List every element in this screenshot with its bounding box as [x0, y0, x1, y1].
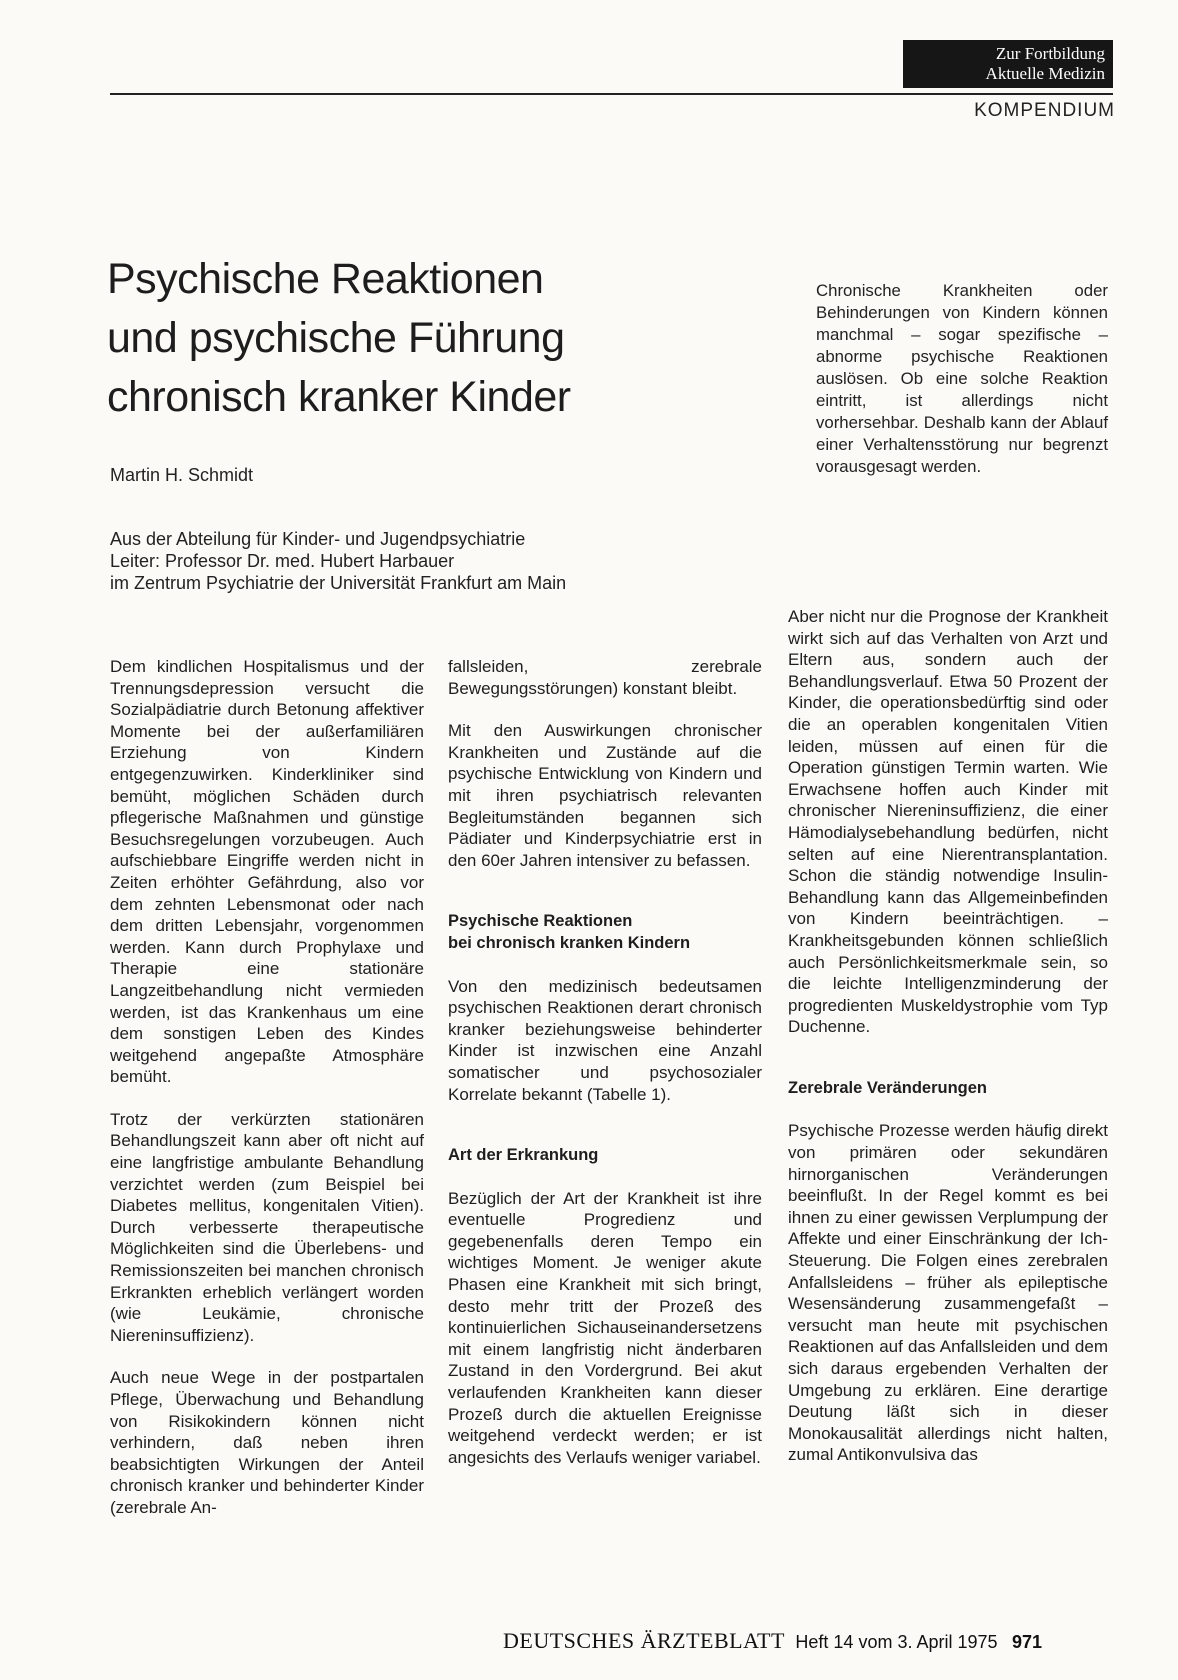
- title-line-2: und psychische Führung: [107, 314, 565, 362]
- section-heading: Art der Erkrankung: [448, 1146, 599, 1165]
- badge-line-1: Zur Fortbildung: [995, 44, 1105, 63]
- paragraph: Mit den Auswirkungen chronischer Krankheiten und Zustände auf die psychische Entwicklung von Kindern und mit ihren psychiatrisch relevanten Begleitumständen begannen sich Pädiater und Kinderpsychiatrie erst in den 60er Jahren intensiver zu befassen.: [448, 721, 762, 870]
- paragraph: Auch neue Wege in der postpartalen Pflege, Überwachung und Behandlung von Risikokindern können nicht verhindern, daß neben ihren beabsichtigten Wirkungen der Anteil chronisch kranker und behinderter Kinder (zerebrale An-: [110, 1368, 424, 1517]
- heading-line-1: Psychische Reaktionen: [448, 912, 633, 931]
- paragraph: Bezüglich der Art der Krankheit ist ihre eventuelle Progredienz und gegebenenfalls deren Tempo ein wichtiges Moment. Je weniger akute Phasen eine Krankheit mit sich bringt, desto mehr tritt der Prozeß des kontinuierlichen Sichauseinandersetzens mit einem langfristig nicht änderbaren Zustand in den Vordergrund. Bei akut verlaufenden Krankheiten kann dieser Prozeß durch die aktuellen Ereignisse weitgehend verdeckt werden; er ist angesichts des Verlaufs weniger variabel.: [448, 1188, 762, 1467]
- article-title: [107, 250, 707, 427]
- paragraph: fallsleiden, zerebrale Bewegungsstörungen) konstant bleibt.: [448, 657, 762, 698]
- paragraph: Aber nicht nur die Prognose der Krankheit wirkt sich auf das Verhalten von Arzt und Eltern aus, sondern auch der Behandlungsverlauf. Etwa 50 Prozent der Kinder, die operationsbedürftig sind oder die an operablen kongenitalen Vitien leiden, müssen auf einen für die Operation günstigen Termin warten. Wie Erwachsene hoffen auch Kinder mit chronischer Niereninsuffizienz, die einer Hämodialysebehandlung bedürfen, nicht selten auf eine Nierentransplantation. Schon die ständig notwendige Insulin-Behandlung kann das Allgemeinbefinden von Kindern beeinträchtigen. – Krankheitsgebunden können schließlich auch Persönlichkeitsmerkmale sein, so die leichte Intelligenzminderung der progredienten Muskeldystrophie vom Typ Duchenne.: [788, 607, 1108, 1037]
- affiliation-line-2: Leiter: Professor Dr. med. Hubert Harbauer: [110, 551, 455, 571]
- page-footer: [503, 1628, 1042, 1654]
- column-2: [448, 656, 762, 1489]
- journal-name: DEUTSCHES ÄRZTEBLATT: [503, 1628, 785, 1653]
- heading-line-2: bei chronisch kranken Kindern: [448, 933, 691, 952]
- issue-info: Heft 14 vom 3. April 1975: [795, 1632, 998, 1652]
- badge-line-2: Aktuelle Medizin: [985, 64, 1105, 83]
- header-rule: [110, 93, 1113, 95]
- paragraph: Dem kindlichen Hospitalismus und der Trennungsdepression versucht die Sozialpädiatrie durch Betonung affektiver Momente bei der außerfamiliären Erziehung von Kindern entgegenzuwirken. Kinderkliniker sind bemüht, möglichen Schäden durch pflegerische Maßnahmen und günstige Besuchsregelungen vorzubeugen. Auch aufschiebbare Eingriffe werden nicht in Zeiten erhöhter Gefährdung, also vor dem zehnten Lebensmonat oder nach dem dritten Lebensjahr, vorgenommen werden. Kann durch Prophylaxe und Therapie eine stationäre Langzeitbehandlung nicht vermieden werden, ist das Krankenhaus um eine dem sonstigen Leben des Kindes weitgehend angepaßte Atmosphäre bemüht.: [110, 657, 424, 1087]
- column-1: [110, 656, 424, 1540]
- section-label: KOMPENDIUM: [974, 100, 1115, 121]
- paragraph: Psychische Prozesse werden häufig direkt von primären oder sekundären hirnorganischen Veränderungen beeinflußt. In der Regel kommt es bei ihnen zu einer gewissen Verplumpung der Affekte und einer Einschränkung der Ich-Steuerung. Die Folgen eines zerebralen Anfallsleidens – früher als epileptische Wesensänderung zusammengefaßt – versucht man heute mit psychischen Reaktionen auf das Anfallsleiden und dem sich daraus ergebenden Verhalten der Umgebung zu erklären. Eine derartige Deutung läßt sich in dieser Monokausalität allerdings nicht halten, zumal Antikonvulsiva das: [788, 1121, 1108, 1465]
- section-badge: [903, 40, 1113, 88]
- abstract-text: Chronische Krankheiten oder Behinderungen von Kindern können manchmal – sogar spezifische – abnorme psychische Reaktionen auslösen. Ob eine solche Reaktion eintritt, ist allerdings nicht vorhersehbar. Deshalb kann der Ablauf einer Verhaltensstörung nur begrenzt vorausgesagt werden.: [816, 281, 1108, 476]
- abstract: [816, 280, 1108, 478]
- section-heading: [448, 911, 762, 954]
- affiliation: [110, 528, 566, 594]
- title-line-1: Psychische Reaktionen: [107, 255, 544, 303]
- title-line-3: chronisch kranker Kinder: [107, 373, 571, 421]
- page-number: 971: [1011, 1632, 1043, 1652]
- column-3: [788, 606, 1108, 1487]
- affiliation-line-1: Aus der Abteilung für Kinder- und Jugendpsychiatrie: [110, 529, 526, 549]
- section-heading: Zerebrale Veränderungen: [788, 1078, 987, 1097]
- author: Martin H. Schmidt: [110, 465, 254, 485]
- paragraph: Von den medizinisch bedeutsamen psychischen Reaktionen derart chronisch kranker beziehungsweise behinderter Kinder ist inzwischen eine Anzahl somatischer und psychosozialer Korrelate bekannt (Tabelle 1).: [448, 976, 762, 1104]
- paragraph: Trotz der verkürzten stationären Behandlungszeit kann aber oft nicht auf eine langfristige ambulante Behandlung verzichtet werden (zum Beispiel bei Diabetes mellitus, kongenitalen Vitien). Durch verbesserte therapeutische Möglichkeiten sind die Überlebens- und Remissionszeiten bei manchen chronisch Erkrankten erheblich verlängert worden (wie Leukämie, chronische Niereninsuffizienz).: [110, 1109, 424, 1345]
- affiliation-line-3: im Zentrum Psychiatrie der Universität Frankfurt am Main: [110, 573, 567, 593]
